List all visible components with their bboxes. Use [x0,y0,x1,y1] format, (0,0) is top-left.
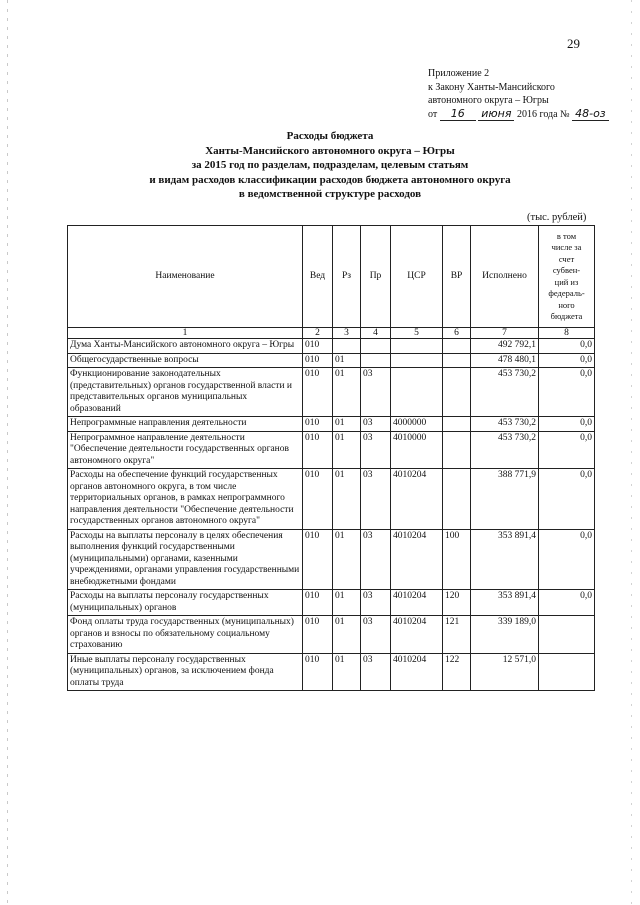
row-name: Расходы на обеспечение функций государственных органов автономного округа, в том числе территориальных органов, в рамках непрограммного направления деятельности "Обеспечение деятельности государственных органов автономного округа" [68,469,303,530]
header-ved: Вед [303,226,333,328]
header-pr: Пр [361,226,391,328]
header-subv-line: субвен- [552,265,581,275]
row-executed: 388 771,9 [471,469,539,530]
row-csr: 4010204 [391,469,443,530]
table-row [68,529,595,590]
row-name: Фонд оплаты труда государственных (муниципальных) органов и взносы по обязательному социальному страхованию [68,616,303,654]
row-csr [391,353,443,368]
row-subventions: 0,0 [539,431,595,469]
row-csr: 4010204 [391,616,443,654]
row-csr: 4000000 [391,417,443,432]
row-vr [443,469,471,530]
row-subventions: 0,0 [539,353,595,368]
row-rz: 01 [333,368,361,417]
column-number: 5 [391,328,443,339]
row-rz: 01 [333,616,361,654]
law-number: 48-оз [572,108,609,121]
row-name: Непрограммное направление деятельности "Обеспечение деятельности государственных органов автономного округа" [68,431,303,469]
column-number: 8 [539,328,595,339]
row-vr: 122 [443,653,471,691]
row-pr: 03 [361,529,391,590]
row-pr: 03 [361,590,391,616]
row-name: Функционирование законодательных (представительных) органов государственной власти и представительных органов муниципальных образований [68,368,303,417]
table-row [68,590,595,616]
row-executed: 478 480,1 [471,353,539,368]
row-ved: 010 [303,417,333,432]
title-line-2: Ханты-Мансийского автономного округа – Югры [205,144,455,157]
row-pr: 03 [361,417,391,432]
title-line-5: в ведомственной структуре расходов [238,188,422,200]
row-ved: 010 [303,529,333,590]
header-csr: ЦСР [391,226,443,328]
row-rz: 01 [333,529,361,590]
appendix-line-3: автономного округа – Югры [428,95,549,106]
row-rz: 01 [333,353,361,368]
row-ved: 010 [303,353,333,368]
header-subv-line: ций из [554,276,579,287]
date-month: июня [478,108,514,121]
row-subventions: 0,0 [539,339,595,354]
row-executed: 339 189,0 [471,616,539,654]
column-numbers-row [68,328,595,339]
title-line-3: за 2015 год по разделам, подразделам, целевым статьям [191,159,469,171]
row-name: Иные выплаты персоналу государственных (муниципальных) органов, за исключением фонда оплаты труда [68,653,303,691]
row-rz: 01 [333,653,361,691]
column-number: 7 [471,328,539,339]
table-row [68,616,595,654]
table-row [68,469,595,530]
column-number: 2 [303,328,333,339]
header-executed: Исполнено [471,226,539,328]
row-pr: 03 [361,368,391,417]
table-row [68,653,595,691]
row-rz [333,339,361,354]
row-pr: 03 [361,431,391,469]
row-name: Расходы на выплаты персоналу в целях обеспечения выполнения функций государственными (муниципальными) органами, казенными учреждениями, органами управления государственными внебюджетными фондами [68,529,303,590]
header-subventions [539,226,595,328]
column-number: 4 [361,328,391,339]
row-subventions: 0,0 [539,368,595,417]
row-csr: 4010204 [391,590,443,616]
row-subventions: 0,0 [539,469,595,530]
row-vr: 121 [443,616,471,654]
row-ved: 010 [303,653,333,691]
column-number: 3 [333,328,361,339]
budget-table [67,225,595,691]
header-subv-line: федераль- [548,288,585,298]
date-day: 16 [440,108,476,121]
row-rz: 01 [333,431,361,469]
row-pr: 03 [361,469,391,530]
row-executed: 492 792,1 [471,339,539,354]
appendix-date-line [428,108,609,122]
row-pr: 03 [361,653,391,691]
row-csr: 4010204 [391,653,443,691]
row-name: Расходы на выплаты персоналу государственных (муниципальных) органов [68,590,303,616]
row-executed: 12 571,0 [471,653,539,691]
row-vr: 120 [443,590,471,616]
row-pr: 03 [361,616,391,654]
row-csr [391,368,443,417]
row-executed: 453 730,2 [471,431,539,469]
header-subv-line: в том [556,230,577,241]
row-ved: 010 [303,431,333,469]
row-executed: 453 730,2 [471,368,539,417]
title-line-4: и видам расходов классификации расходов бюджета автономного округа [149,173,511,186]
title-line-1: Расходы бюджета [286,130,374,142]
header-vr: ВР [443,226,471,328]
unit-label: (тыс. рублей) [527,212,587,223]
row-ved: 010 [303,339,333,354]
row-rz: 01 [333,469,361,530]
header-rz: Рз [333,226,361,328]
header-subv-line: ного [558,299,575,310]
row-csr: 4010000 [391,431,443,469]
row-pr [361,353,391,368]
row-executed: 453 730,2 [471,417,539,432]
row-subventions: 0,0 [539,590,595,616]
document-title [120,129,540,202]
row-name: Дума Ханты-Мансийского автономного округа – Югры [68,339,303,354]
table-row [68,353,595,368]
table-row [68,417,595,432]
row-vr: 100 [443,529,471,590]
appendix-line-2: к Закону Ханты-Мансийского [428,81,555,93]
header-subv-line: бюджета [550,311,583,321]
row-csr: 4010204 [391,529,443,590]
header-subv-line: счет [558,253,575,264]
header-subv-line: числе за [551,242,582,252]
date-prefix: от [428,108,438,120]
row-executed: 353 891,4 [471,529,539,590]
table-row [68,368,595,417]
page-number: 29 [567,36,580,51]
row-subventions [539,616,595,654]
column-number: 6 [443,328,471,339]
row-subventions: 0,0 [539,529,595,590]
row-pr [361,339,391,354]
row-vr [443,431,471,469]
scan-edge-right [631,0,632,905]
row-vr [443,417,471,432]
row-rz: 01 [333,417,361,432]
header-name: Наименование [68,226,303,328]
row-vr [443,353,471,368]
row-ved: 010 [303,469,333,530]
table-row [68,431,595,469]
appendix-line-1: Приложение 2 [428,68,490,79]
table-row [68,339,595,354]
row-ved: 010 [303,590,333,616]
row-ved: 010 [303,616,333,654]
appendix-block [428,67,609,121]
row-name: Непрограммные направления деятельности [68,417,303,432]
row-vr [443,339,471,354]
row-vr [443,368,471,417]
row-name: Общегосударственные вопросы [68,353,303,368]
row-executed: 353 891,4 [471,590,539,616]
row-csr [391,339,443,354]
scan-edge-left [7,0,8,905]
date-year: 2016 года № [516,108,570,120]
row-subventions: 0,0 [539,417,595,432]
row-subventions [539,653,595,691]
row-rz: 01 [333,590,361,616]
column-number: 1 [68,328,303,339]
row-ved: 010 [303,368,333,417]
